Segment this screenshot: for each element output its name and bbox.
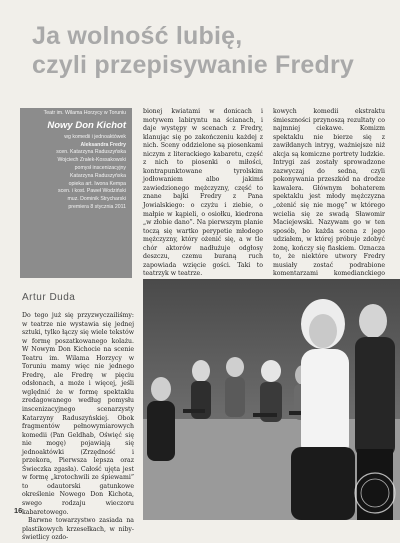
stage-photo [143, 279, 400, 520]
paragraph: bionej kwiatami w donicach i motywem labiryntu na ścianach, i daje występy w scenach z Fredry, klanując się po zakończeniu każdej z nich. Sceny oddzielone są piosenkami niczym z literackiego kabaretu, część z nich to piosenki o miłości, kontrapunktowane tyrolskim jodłowaniem albo jakimś zawiedzionego mężczyzny, część to znane bajki Fredry z Pana Jowialskiego: o czyżu i ziebie, o małpie w kąpieli, o osiołku, kiedrona „w złobie dano”. Na pierwszym planie toczą się wartko perypetie młodego mężczyzny, który ożenić się, a w tle chór aktorów nadłużuje odgłosy deszczu, czemu buraną ruch zapowiada wzięcie gości. Taki to teatrzyk w teatrze. [143, 108, 263, 278]
author-byline: Artur Duda [22, 292, 76, 303]
text-column-1 [22, 312, 134, 543]
credit-line: Katarzyna Raduszyńska [70, 172, 126, 179]
credit-line: Wojciech Zrałek-Kossakowski [57, 157, 126, 164]
play-title: Nowy Don Kichot [47, 119, 126, 131]
credit-line: scen. Katarzyna Raduszyńska [56, 149, 126, 156]
credit-line: pomysł inscenizacyjny [74, 164, 126, 171]
credit-line: muz. Dominik Strycharski [67, 196, 126, 203]
theatre-name: Teatr im. Wilama Horzycy w Toruniu [43, 110, 126, 116]
article-headline [32, 22, 392, 80]
credit-line: scen. i kost. Paweł Wodziński [58, 188, 126, 195]
premiere-date: premiera 8 stycznia 2011 [68, 203, 126, 210]
headline-line-2: czyli przepisywanie Fredry [32, 51, 354, 79]
play-author: Aleksandra Fredry [80, 141, 126, 148]
paragraph: kowych komedii ekstraktu śmieszności przynoszą rezultaty co najmniej ciekawe. Komizm spektaklu nie bierze się z zawiłdanych intryg, ważniejsze niż akcja są komiczne portrety ludzkie. Intrygi zaś zostały sprowadzone zazwyczaj do sedna, czyli pokonywania przeszkód na drodze kawalera. Głównym bohaterem spektaklu jest młody mężczyzna „ożenić się nie mogę” w którego wcielia się ze swadą Sławomir Maciejewski. Nazywam go w ten sposób, bo każda scena z jego udziałem, w której próbuje zdobyć żonę, kończy się fiaskiem. Oznacza to, że niektóre utwory Fredry musiały zostać podrabione komentarzami komedianckiego [273, 108, 385, 278]
production-info-box [20, 108, 132, 278]
play-genre: wg komedii i jednoaktówek [64, 133, 126, 140]
paragraph: Do tego już się przyzwyczailiśmy: w teatrze nie wystawia się jednej sztuki, tylko łączy się wiele tekstów w formę poszatkowanego kolażu. W Nowym Don Kichocie na scenie Teatru im. Wilama Horzycy w Toruniu mamy więc nie jednego Fredrę, ale Fredrę w pięciu odsłonach, a może i więcej, jeśli wględnić że w formę spektaklu zredagowanego według pomysłu inscenizacyjnego scenarzysty Katarzyny Raduszyńskiej. Obok fragmentów pełnowymiarowych komedii (Pan Geldhab, Oświęć się nie mogę) pojawiają się jednoaktówki (Zrzędność i przekora, Pierwsza lepsza oraz Świeczka zgasła). Całość ujęta jest w formę „krotochwili ze śpiewami” to odautorski gatunkowe określenie Nowego Don Kichota, swego rodzaju wieczoru kabaretowego. [22, 312, 134, 516]
text-column-2 [143, 108, 263, 305]
headline-line-1: Ja wolność lubię, [32, 22, 243, 50]
page-number: 16 [14, 506, 23, 515]
paragraph: Barwne towarzystwo zasiada na plastikowych krzesełkach, w niby-świetlicy ozdo- [22, 517, 134, 542]
credit-line: opieka art. Iwona Kempa [68, 180, 126, 187]
